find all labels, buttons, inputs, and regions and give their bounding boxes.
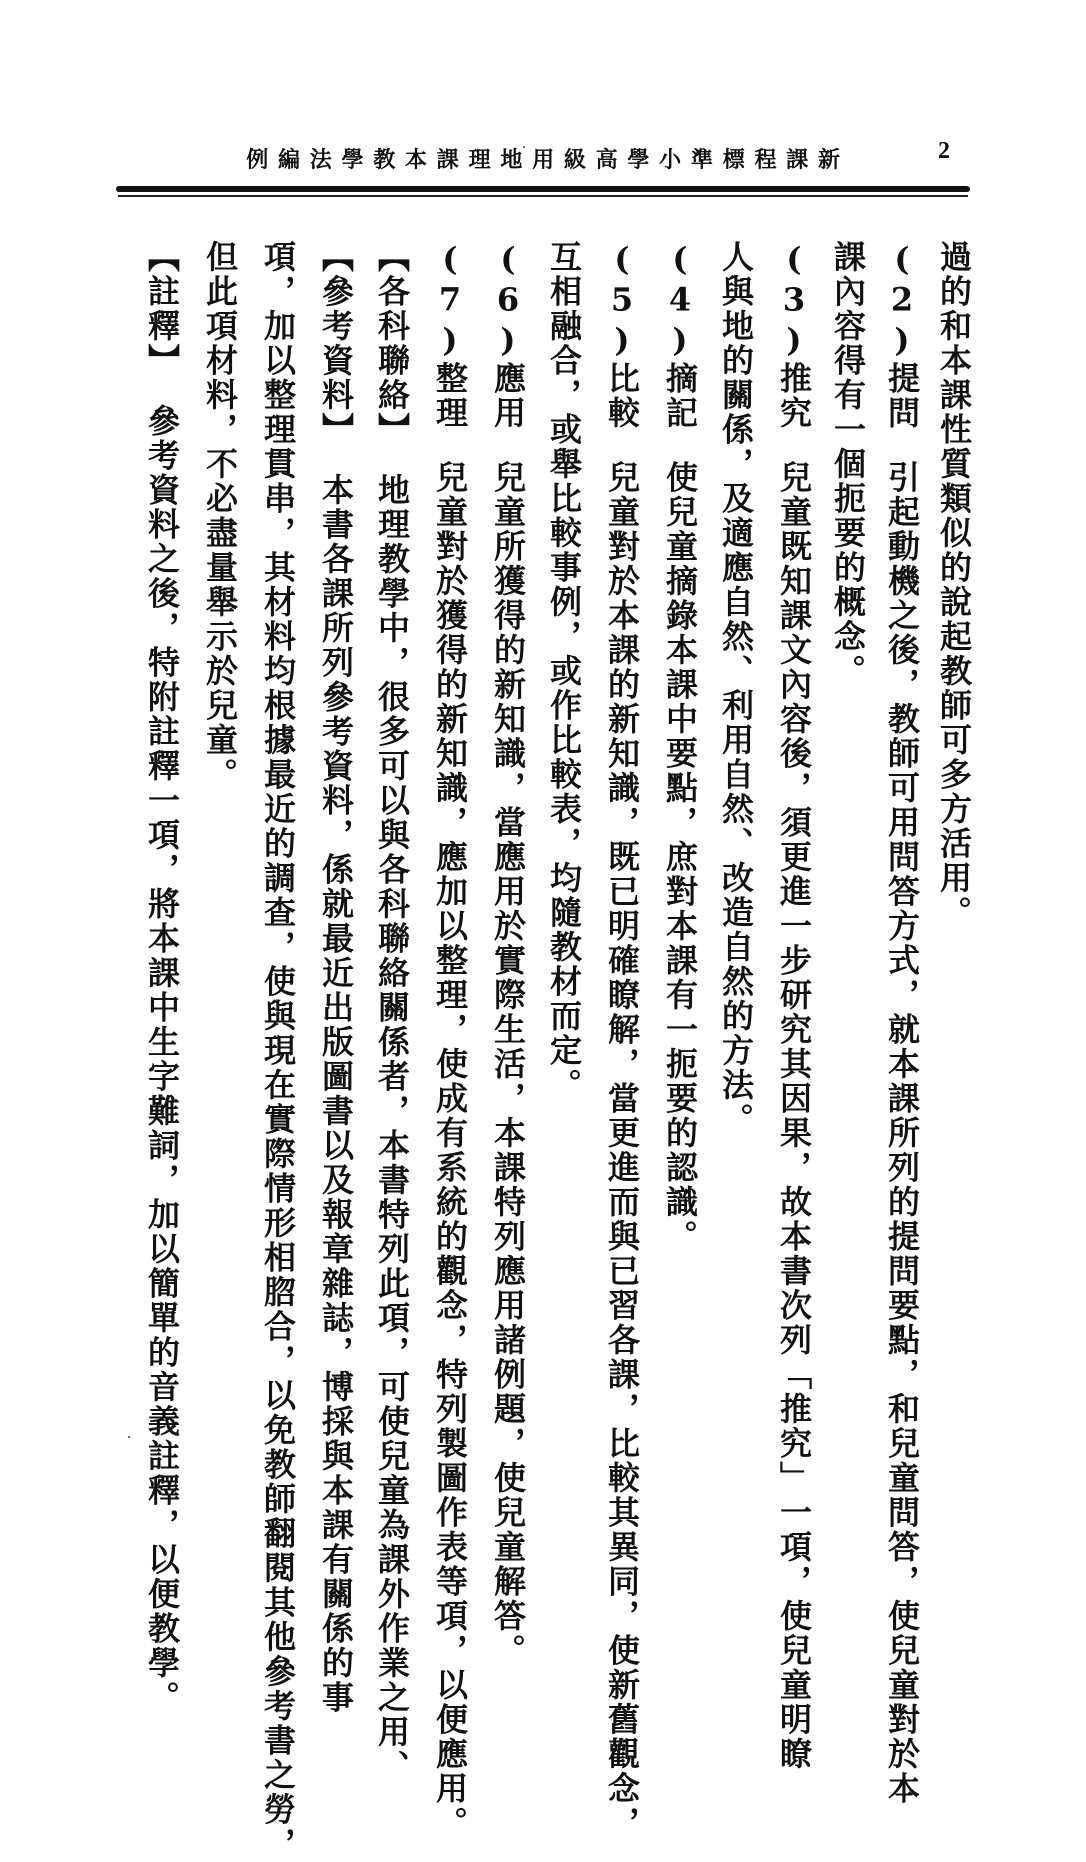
header-rule-thin xyxy=(118,195,968,197)
running-head-char: 高 xyxy=(595,147,618,173)
text-column-cross-subject xyxy=(370,240,414,1784)
running-head-char: 課 xyxy=(786,147,809,173)
running-head-char: 程 xyxy=(754,147,777,173)
column-text: 參考資料之後，特附註釋一項，將本課中生字難詞，加以簡單的音義註釋，以便教學。 xyxy=(143,404,181,1715)
text-column-13 xyxy=(256,240,300,1862)
running-head-char: 理 xyxy=(468,147,491,173)
column-text: 本書各課所列參考資料，係就最近出版圖書以及報章雜誌，博採與本課有關係的事 xyxy=(317,473,355,1715)
running-head-char: 級 xyxy=(563,147,586,173)
section-label-inquiry: (3)推究 xyxy=(775,240,813,431)
section-label-cross-subject: 【各科聯絡】 xyxy=(373,240,411,447)
text-column-3 xyxy=(826,240,870,689)
column-text: 兒童所獲得的新知識，當應用於實際生活，本課特列應用諸例題，使兒童解答。 xyxy=(489,460,527,1668)
running-head-char: 編 xyxy=(277,147,300,173)
running-head-char: 準 xyxy=(690,147,713,173)
running-head-char: 小 xyxy=(659,147,682,173)
section-label-compare: (5)比較 xyxy=(603,240,641,431)
text-column-1 xyxy=(932,240,976,930)
vertical-body-text xyxy=(110,240,980,1862)
page-number: 2 xyxy=(938,138,950,164)
section-label-apply: (6)應用 xyxy=(489,240,527,431)
running-head-title xyxy=(243,143,843,174)
column-text: 兒童對於獲得的新知識，應加以整理，使成有系統的觀念，特列製圖作表等項，以便應用。 xyxy=(431,460,469,1841)
column-text: 但此項材料，不必盡量舉示於兒童。 xyxy=(201,240,239,792)
text-column-8 xyxy=(542,240,586,1103)
text-column-step-6-apply xyxy=(486,240,530,1668)
running-head-char: 新 xyxy=(817,147,840,173)
running-head-char: 法 xyxy=(309,147,332,173)
text-column-14 xyxy=(198,240,242,792)
column-text: 兒童對於本課的新知識，既已明確瞭解，當更進而與已習各課，比較其異同，使新舊觀念， xyxy=(603,460,641,1841)
running-head-char: 學 xyxy=(627,147,650,173)
running-head-char: 學 xyxy=(341,147,364,173)
scan-speck xyxy=(523,146,525,148)
running-head-char: 標 xyxy=(722,147,745,173)
section-label-summary: (4)摘記 xyxy=(661,240,699,431)
column-text: 使兒童摘錄本課中要點，庶對本課有一扼要的認識。 xyxy=(661,460,699,1254)
section-label-organize: (7)整理 xyxy=(431,240,469,431)
text-column-5 xyxy=(714,240,758,1137)
text-column-step-2-question xyxy=(880,240,924,1806)
column-text: 兒童既知課文內容後，須更進一步研究其因果，故本書次列「推究」一項，使兒童明瞭 xyxy=(775,460,813,1772)
text-column-references xyxy=(314,240,358,1715)
text-column-step-7-organize xyxy=(428,240,472,1841)
column-text: 人與地的關係，及適應自然、利用自然、改造自然的方法。 xyxy=(717,240,755,1137)
column-text: 項，加以整理貫串，其材料均根據最近的調查，使與現在實際情形相脗合，以免教師翻閱其他參考書之勞， xyxy=(259,240,297,1862)
running-head-char: 地 xyxy=(500,147,523,173)
column-text: 地理教學中，很多可以與各科聯絡關係者，本書特列此項，可使兒童為課外作業之用、 xyxy=(373,473,411,1784)
running-head-char: 教 xyxy=(373,147,396,173)
running-head-char: 本 xyxy=(405,147,428,173)
running-head-char: 例 xyxy=(246,147,269,173)
text-column-notes xyxy=(140,240,184,1715)
section-label-notes: 【註釋】 xyxy=(143,240,181,378)
column-text: 過的和本課性質類似的說起教師可多方活用。 xyxy=(935,240,973,930)
section-label-references: 【參考資料】 xyxy=(317,240,355,447)
running-head-char: 用 xyxy=(532,147,555,173)
column-text: 引起動機之後，教師可用問答方式，就本課所列的提問要點，和兒童問答，使兒童對於本 xyxy=(883,460,921,1806)
text-column-step-4-summary xyxy=(658,240,702,1254)
column-text: 互相融合，或舉比較事例，或作比較表，均隨教材而定。 xyxy=(545,240,583,1103)
section-label-question: (2)提問 xyxy=(883,240,921,431)
text-column-step-3-inquiry xyxy=(772,240,816,1772)
running-head-char: 課 xyxy=(436,147,459,173)
scan-speck xyxy=(128,1436,130,1438)
text-column-step-5-compare xyxy=(600,240,644,1841)
header-rule-thick xyxy=(116,186,970,192)
column-text: 課內容得有一個扼要的概念。 xyxy=(829,240,867,689)
